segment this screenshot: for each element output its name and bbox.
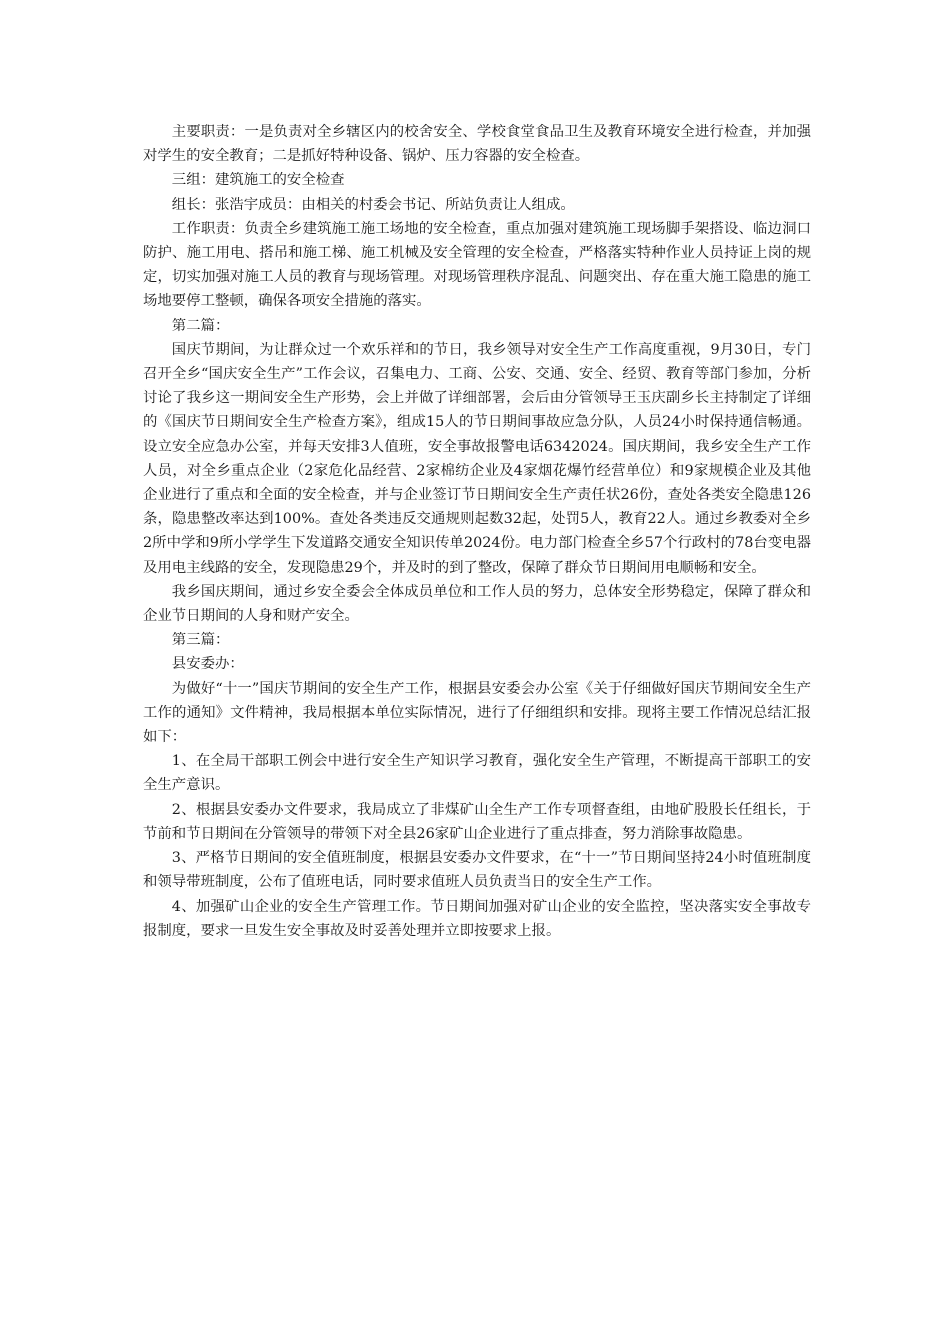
paragraph-item-1: 1、在全局干部职工例会中进行安全生产知识学习教育，强化安全生产管理，不断提高干部职工的安全生产意识。 [143,753,811,794]
paragraph-main-duties: 主要职责：一是负责对全乡辖区内的校舍安全、学校食堂食品卫生及教育环境安全进行检查，并加强对学生的安全教育；二是抓好特种设备、锅炉、压力容器的安全检查。 [143,124,811,165]
paragraph-national-day-report: 国庆节期间，为让群众过一个欢乐祥和的节日，我乡领导对安全生产工作高度重视，9月30日，专门召开全乡“国庆安全生产”工作会议，召集电力、工商、公安、交通、安全、经贸、教育等部门参加，分析讨论了我乡这一期间安全生产形势，会上并做了详细部署，会后由分管领导王玉庆副乡长主持制定了详细的《国庆节日期间安全生产检查方案》，组成15人的节日期间事故应急分队，人员24小时保持通信畅通。设立安全应急办公室，并每天安排3人值班，安全事故报警电话6342024。国庆期间，我乡安全生产工作人员，对全乡重点企业（2家危化品经营、2家棉纺企业及4家烟花爆竹经营单位）和9家规模企业及其他企业进行了重点和全面的安全检查，并与企业签订节日期间安全生产责任状26份，查处各类安全隐患126条，隐患整改率达到100%。查处各类违反交通规则起数32起，处罚5人，教育22人。通过乡教委对全乡2所中学和9所小学学生下发道路交通安全知识传单2024份。电力部门检查全乡57个行政村的78台变电器及用电主线路的安全，发现隐患29个，并及时的到了整改，保障了群众节日期间用电顺畅和安全。 [143,341,811,576]
paragraph-work-duties: 工作职责：负责全乡建筑施工施工场地的安全检查，重点加强对建筑施工现场脚手架搭设、临边洞口防护、施工用电、搭吊和施工梯、施工机械及安全管理的安全检查，严格落实特种作业人员持证上岗的规定，切实加强对施工人员的教育与现场管理。对现场管理秩序混乱、问题突出、存在重大施工隐患的施工场地要停工整顿，确保各项安全措施的落实。 [143,220,811,310]
heading-part-two: 第二篇： [171,317,230,334]
paragraph-item-4: 4、加强矿山企业的安全生产管理工作。节日期间加强对矿山企业的安全监控，坚决落实安全事故专报制度，要求一旦发生安全事故及时妥善处理并立即按要求上报。 [143,898,811,939]
heading-part-three: 第三篇： [171,632,230,649]
paragraph-summary: 我乡国庆期间，通过乡安全委会全体成员单位和工作人员的努力，总体安全形势稳定，保障了群众和企业节日期间的人身和财产安全。 [143,583,811,625]
paragraph-item-2: 2、根据县安委办文件要求，我局成立了非煤矿山全生产工作专项督查组，由地矿股股长任组长，于节前和节日期间在分管领导的带领下对全县26家矿山企业进行了重点排查，努力消除事故隐患。 [143,801,811,842]
paragraph-addressee: 县安委办： [171,656,244,673]
paragraph-item-3: 3、严格节日期间的安全值班制度，根据县安委办文件要求，在“十一”节日期间坚持24小时值班制度和领导带班制度，公布了值班电话，同时要求值班人员负责当日的安全生产工作。 [143,850,811,891]
paragraph-group-leader: 组长：张浩宇成员：由相关的村委会书记、所站负责让人组成。 [171,196,575,213]
paragraph-intro: 为做好“十一”国庆节期间的安全生产工作，根据县安委会办公室《关于仔细做好国庆节期间安全生产工作的通知》文件精神，我局根据本单位实际情况，进行了仔细组织和安排。现将主要工作情况总结汇报如下： [143,680,811,746]
heading-group-three: 三组：建筑施工的安全检查 [171,172,345,189]
document-body [143,120,811,943]
